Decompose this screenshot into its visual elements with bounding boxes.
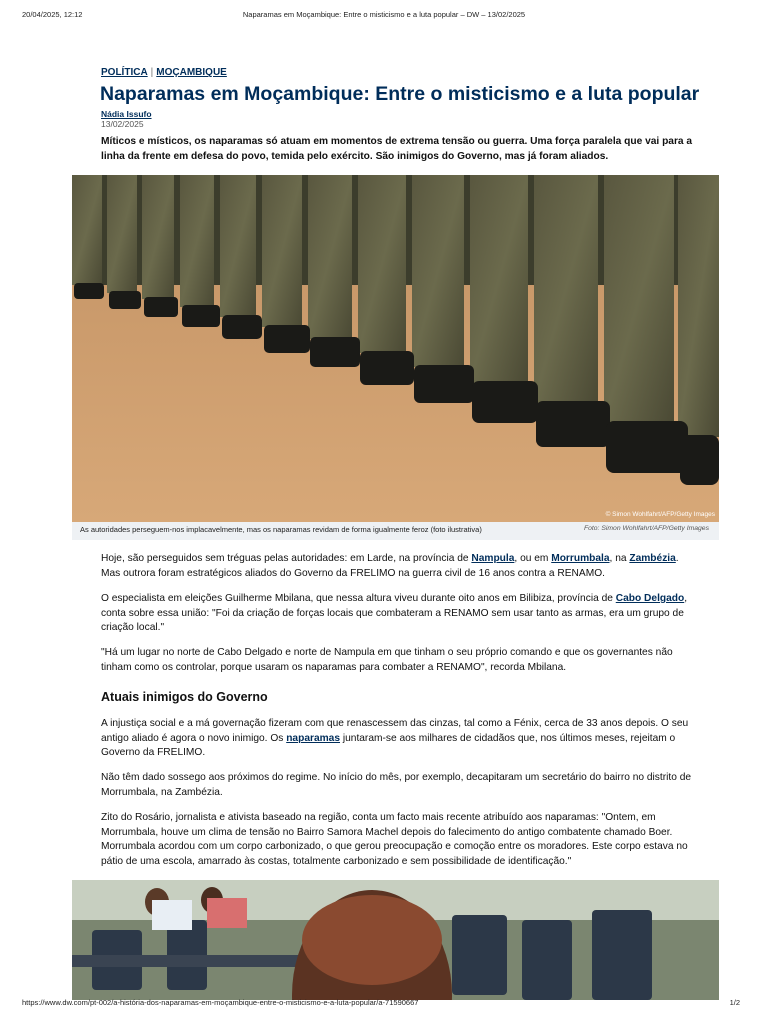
paragraph-text: A injustiça social e a má governação fizeram com que renascessem das cinzas, tal como a Fénix, cerca de 33 anos depois. O seu antigo aliado é agora o novo inimigo. Os: [101, 718, 689, 744]
link-zambezia[interactable]: Zambézia: [629, 553, 676, 564]
print-doc-title: Naparamas em Moçambique: Entre o misticismo e a luta popular – DW – 13/02/2025: [242, 10, 526, 19]
paragraph-2: [101, 592, 693, 636]
paragraph-text: O especialista em eleições Guilherme Mbilana, que nessa altura viveu durante oito anos em Bilibiza, província de: [101, 593, 616, 604]
paragraph-text: Hoje, são perseguidos sem tréguas pelas autoridades: em Larde, na província de: [101, 553, 472, 564]
paragraph-5: Não têm dado sossego aos próximos do regime. No início do mês, por exemplo, decapitaram um secretário do bairro no distrito de Morrumbala, na Zambézia.: [101, 772, 692, 798]
image-caption: As autoridades perseguem-nos implacavelmente, mas os naparamas revidam de forma igualmente feroz (foto ilustrativa): [80, 525, 482, 534]
soldiers-illustration: [72, 175, 719, 522]
print-page-number: 1/2: [729, 998, 740, 1007]
print-timestamp: 20/04/2025, 12:12: [22, 10, 83, 19]
paragraph-1: [101, 552, 693, 581]
paragraph-text: juntaram-se aos milhares de cidadãos que, nos últimos meses, rejeitam o Governo da FRELIMO.: [101, 732, 676, 759]
link-naparamas[interactable]: naparamas: [286, 732, 341, 744]
category-separator: |: [150, 67, 154, 78]
category-link-politica[interactable]: POLÍTICA: [101, 67, 148, 78]
link-cabo-delgado[interactable]: Cabo Delgado: [615, 593, 685, 604]
paragraph-text: , ou em: [514, 553, 552, 564]
portrait-photo: [72, 880, 719, 1000]
link-morrumbala[interactable]: Morrumbala: [551, 553, 610, 564]
paragraph-text: , conta sobre essa união: "Foi da criação de forças locais que combateram a RENAMO sem usar tanto as armas, era um grupo de criação local.": [101, 593, 688, 634]
section-heading: Atuais inimigos do Governo: [101, 690, 268, 704]
author-link[interactable]: Nádia Issufo: [101, 109, 152, 119]
paragraph-6: Zito do Rosário, jornalista e ativista baseado na região, conta um facto mais recente atribuído aos naparamas: "Ontem, em Morrumbala, houve um clima de tensão no Bairro Samora Machel depois do falecimento do antigo combatente chamado Boer. Morrumbala acordou com um corpo carbonizado, o que gerou preocupação e comoção entre os moradores. Este corpo estava no pátio de uma escola, amarrado às costas, totalmente carbonizado e sem possibilidade de identificação.": [101, 812, 688, 867]
article-lead: Míticos e místicos, os naparamas só atuam em momentos de extrema tensão ou guerra. Uma força paralela que vai para a linha da frente em defesa do povo, temida pelo exército. São inimigos do Governo, mas já foram aliados.: [101, 136, 693, 162]
category-breadcrumb: [101, 67, 227, 78]
photo-credit-overlay: © Simon Wohlfahrt/AFP/Getty Images: [605, 511, 715, 518]
print-url: https://www.dw.com/pt-002/a-história-dos-naparamas-em-moçambique-entre-o-misticismo-e-a-luta-popular/a-71590667: [22, 998, 419, 1007]
print-header: [22, 10, 746, 24]
cafe-portrait-illustration: [72, 880, 719, 1000]
article-title: Naparamas em Moçambique: Entre o misticismo e a luta popular: [100, 83, 700, 105]
print-footer: [22, 998, 746, 1012]
image-caption-credit: Foto: Simon Wohlfahrt/AFP/Getty Images: [583, 525, 709, 532]
paragraph-text: . Mas outrora foram estratégicos aliados do Governo da FRELIMO na guerra civil de 16 anos contra a RENAMO.: [101, 553, 679, 579]
soldiers-boots-photo: [72, 175, 719, 522]
paragraph-3: "Há um lugar no norte de Cabo Delgado e norte de Nampula em que tinham o seu próprio comando e que os governantes não tinham como os controlar, porque usaram os naparamas para combater a RENAMO", recorda Mbilana.: [101, 647, 673, 673]
category-link-mocambique[interactable]: MOÇAMBIQUE: [156, 67, 227, 78]
link-nampula[interactable]: Nampula: [471, 553, 515, 564]
paragraph-4: [101, 717, 693, 761]
publish-date: 13/02/2025: [101, 119, 144, 129]
paragraph-text: , na: [609, 553, 630, 564]
image-caption-bar: [72, 522, 719, 540]
